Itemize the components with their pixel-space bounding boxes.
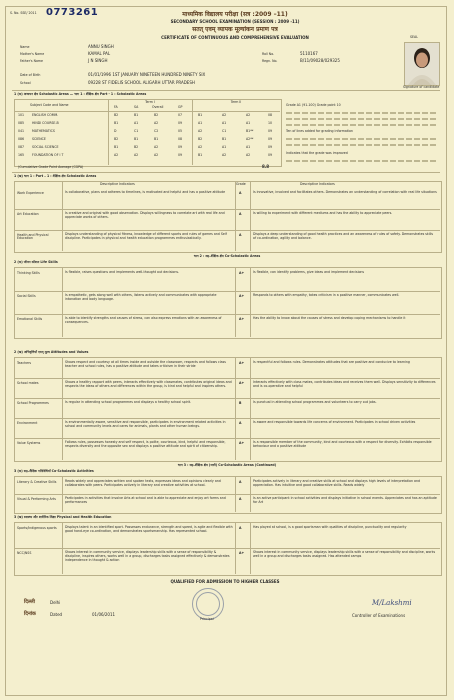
descriptor-grade: A	[239, 421, 242, 425]
descriptor-term2: Has played at school, is a good sportsman with qualities of discipline, punctuality and regularity	[253, 525, 407, 529]
roll-label: Roll No.	[262, 52, 275, 56]
mother-value: KAMAL PAL	[88, 51, 111, 56]
grade-cell: A2	[154, 121, 159, 125]
result-label: QUALIFIED FOR ADMISSION TO HIGHER CLASSES	[170, 579, 280, 584]
grade-cell: 09	[268, 153, 273, 157]
subject-code: 041	[18, 129, 25, 133]
subject-code: 165	[18, 153, 25, 157]
serial-number: 0773261	[46, 7, 99, 18]
descriptor-term1: Is empathetic, gets along well with others, listens actively and communicates with appropriate intonation and body language.	[65, 293, 217, 301]
regn-label: Regn. No.	[262, 59, 278, 63]
place-hindi: दिल्ली	[24, 599, 35, 605]
date-value: 01/06/2011	[92, 612, 116, 617]
roll-value: 5110167	[300, 51, 318, 56]
grade-cell: A2	[222, 113, 227, 117]
descriptor-term1: Is flexible, raises questions and implements well-thought out decisions.	[65, 270, 180, 274]
descriptor-term1: Is regular in attending school programmes and displays a healthy school spirit.	[65, 400, 192, 404]
subject-name: ENGLISH COMM.	[32, 113, 59, 117]
grade-note-3: Indicates that the grade was improved	[286, 151, 348, 155]
grade-cell: 09	[178, 145, 183, 149]
grade-cell: A2	[198, 145, 203, 149]
descriptor-term2: Shows interest in community service, displays leadership skills with a sense of responsibility and discipline, works well in a group and discharges tasks assigned. Has attended camps	[253, 550, 436, 558]
grade-cell: B1	[134, 137, 139, 141]
area-name: Visual & Performing Arts	[17, 497, 56, 501]
p1b-col-desc: Descriptive Indicators	[100, 182, 135, 186]
student-portrait	[405, 43, 439, 85]
grade-cell: B1	[222, 137, 227, 141]
name-label: Name	[20, 45, 30, 49]
grade-cell: 10	[268, 121, 273, 125]
school-value: 09228 ST FIDELIS SCHOOL ALIGARH UTTAR PRADESH	[88, 80, 195, 85]
part3-title: भाग 3 : सह–शैक्षिक क्षेत्र (जारी) Co-Scholastic Areas (Continued)	[177, 463, 277, 467]
area-name: Sports/Indigenous sports	[17, 526, 57, 530]
descriptor-term2: Responds to others with empathy, takes criticism in a positive manner, communicates well.	[253, 293, 400, 297]
grade-cell: B1	[198, 153, 203, 157]
grade-cell: A2	[154, 145, 159, 149]
descriptor-grade: A	[239, 233, 242, 237]
grade-cell: A1	[246, 121, 251, 125]
grade-cell: A2	[154, 153, 159, 157]
principal-label: Principal	[200, 617, 214, 621]
subject-name: SOCIAL SCIENCE	[32, 145, 59, 149]
area-name: NCC/NSS	[17, 551, 32, 555]
descriptor-term1: Displays talent in an identified sport. Possesses endurance, strength and speed, is agile and flexible with good hand-eye co-ordination, and demonstrates sportsmanship. Has represented school.	[65, 525, 233, 533]
area-name: Literary & Creative Skills	[17, 480, 57, 484]
title2-hindi: सतत् एवम् व्यापक मूल्यांकन प्रमाण पत्र	[192, 26, 278, 33]
title2-english: CERTIFICATE OF CONTINUOUS AND COMPREHENSIVE EVALUATION	[161, 35, 309, 40]
grade-cell: B2	[114, 113, 119, 117]
area-name: Health and Physical Education	[17, 233, 49, 241]
part1-title: 1 (क) अध्ययन क्षेत्र Scholastic Areas — भाग 1 : शैक्षिक क्षेत्र Part - 1 : Scholastic Areas	[14, 92, 147, 96]
col-sa: SA	[134, 105, 139, 109]
descriptor-grade: B	[239, 401, 242, 405]
photo-label: SEAL	[410, 35, 418, 39]
descriptor-term1: Is creative and original with good observation. Displays willingness to correlate art with real life and appreciate works of others.	[65, 211, 225, 219]
descriptor-term1: Participates in activities that involve Arts at school and is able to appreciate and enjoy art forms and performances	[65, 496, 226, 504]
descriptor-grade: A	[239, 480, 242, 484]
cgpa-label: (Cumulative Grade Point Average (CGPA)	[18, 165, 84, 169]
part1b-title: 1 (ख) भाग 1 : Part – 1 : शैक्षिक क्षेत्र Scholastic Areas	[14, 174, 97, 178]
grade-cell: 07	[178, 113, 183, 117]
descriptor-term2: Is aware and responsible towards life concerns of environment. Participates in school driven activities	[253, 420, 416, 424]
grade-cell: C2	[154, 129, 159, 133]
grade-cell: A2	[198, 129, 203, 133]
grade-cell: A1	[134, 121, 139, 125]
grade-cell: B1	[198, 113, 203, 117]
area-name: Value Systems	[17, 441, 41, 445]
serial-label: S. No. SSE/ 2011	[10, 11, 37, 15]
descriptor-grade: A	[239, 191, 242, 195]
grade-cell: 08	[268, 113, 273, 117]
cgpa-value: 8.8	[262, 164, 270, 169]
title-english: SECONDARY SCHOOL EXAMINATION (SESSION : 2009 -11)	[170, 19, 300, 24]
descriptor-grade: A	[239, 526, 242, 530]
descriptor-term1: Is collaborative, plans and adheres to timelines, is motivated and helpful and has a positive attitude	[65, 190, 226, 194]
descriptor-term2: Is an active participant in school activities and displays initiative in school events. Appreciates and has an aptitude for Art	[253, 496, 437, 504]
subject-name: SCIENCE	[32, 137, 46, 141]
grade-cell: B1	[134, 113, 139, 117]
grade-cell: A2	[246, 153, 251, 157]
area-name: Social Skills	[17, 294, 36, 298]
area-name: Teachers	[17, 361, 32, 365]
descriptor-term1: Is able to identify strengths and causes of stress, can also express emotions with an awareness of consequences.	[65, 316, 222, 324]
grade-note-1: Grade A1 (91-100) Grade point 10	[286, 103, 341, 107]
part3-sub2: 3 (ख) स्वास्थ्य और शारीरिक शिक्षा Physical and Health Education	[14, 515, 112, 519]
area-name: School Programmes	[17, 401, 49, 405]
descriptor-term2: Is punctual in attending school programmes and volunteers to carry out jobs.	[253, 400, 377, 404]
grade-cell: B2	[134, 145, 139, 149]
part3-sub: 3 (क) सह–शैक्षिक गतिविधियाँ Co-Scholastic Activities	[14, 469, 94, 473]
area-name: Thinking Skills	[17, 271, 40, 275]
grade-cell: A2**	[246, 137, 254, 141]
descriptor-term1: Reads widely and appreciates written and spoken texts, expresses ideas and opinions clearly and collaborates with peers. Participates actively in literary and creative activities at school.	[65, 479, 221, 487]
p1b-col-grade: Grade	[236, 182, 246, 186]
subject-name: HINDI COURSE-B	[32, 121, 59, 125]
descriptor-term1: Shows respect and courtesy at all times inside and outside the classroom, respects and follows class teacher and school rules, has a positive attitude and takes criticism in their stride	[65, 360, 226, 368]
descriptor-term2: Is respectful and follows rules. Demonstrates attitudes that are positive and conducive to learning	[253, 360, 410, 364]
grade-cell: A2	[246, 113, 251, 117]
grade-cell: A2	[222, 153, 227, 157]
descriptor-grade: A	[239, 497, 242, 501]
controller-label: Controller of Examinations	[352, 613, 406, 618]
date-hindi: दिनांक	[24, 611, 36, 617]
descriptor-grade: A+	[239, 381, 245, 385]
grade-cell: A2	[114, 153, 119, 157]
grade-cell: B2	[198, 137, 203, 141]
life-skills-table	[14, 267, 442, 339]
subject-code: 085	[18, 121, 25, 125]
grade-cell: B2	[114, 137, 119, 141]
descriptor-grade: A+	[239, 551, 245, 555]
part2b-title: 2 (ख) अभिवृत्तियाँ एवम् मूल्य Attitudes and Values	[14, 350, 89, 354]
descriptor-term2: Displays a deep understanding of good health practices and an awareness of rules of safety. Demonstrates skills of co-ordination, agility and balance.	[253, 232, 434, 240]
descriptor-term2: Has the ability to know about the causes of stress and develop coping mechanisms to handle it	[253, 316, 406, 320]
school-label: School	[20, 81, 31, 85]
grade-cell: A1	[222, 145, 227, 149]
date-label: Dated	[50, 612, 63, 617]
grade-cell: B2	[154, 113, 159, 117]
descriptor-term2: Is willing to experiment with different mediums and has the ability to appreciate peers.	[253, 211, 393, 215]
descriptor-term2: Participates actively in literary and creative skills at school and displays high levels of interpretation and appreciation. Has intuitive and good collaborative skills. Reads widely	[253, 479, 420, 487]
grade-cell: A1	[198, 121, 203, 125]
col-term1: Term I	[145, 100, 155, 104]
descriptor-grade: A	[239, 212, 242, 216]
grade-cell: A1	[246, 145, 251, 149]
area-name: Emotional Skills	[17, 317, 43, 321]
p1b-col-desc-2: Descriptive Indicators	[300, 182, 335, 186]
grade-cell: C1	[222, 129, 227, 133]
descriptor-term2: Is a responsible member of the community, kind and courteous with a respect for diversity. Exhibits responsible behaviour and a positive attitude	[253, 440, 432, 448]
descriptor-term1: Displays understanding of physical fitness, knowledge of different sports and rules of games and Self discipline. Participates in physical and health education programmes enthusiastically.	[65, 232, 227, 240]
descriptor-grade: A+	[239, 441, 245, 445]
father-label: Father's Name	[20, 59, 43, 63]
part2-sub: 2 (क) जीवन कौशल Life Skills	[14, 260, 58, 264]
grade-cell: A1	[222, 121, 227, 125]
photo-caption: Signature of candidate	[403, 85, 440, 89]
grade-cell: B1**	[246, 129, 254, 133]
area-name: School mates	[17, 381, 39, 385]
subject-code: 086	[18, 137, 25, 141]
controller-signature: M/Lakshmi	[372, 599, 412, 607]
descriptor-term1: Shows interest in community service, displays leadership skills with a sense of responsibility & discipline, inspires others, works well in a group, discharges tasks assigned effectively & demonstrates independence in thought & action	[65, 550, 230, 562]
grade-cell: 09	[268, 137, 273, 141]
descriptor-grade: A+	[239, 271, 245, 275]
grade-cell: D	[114, 129, 117, 133]
subject-code: 087	[18, 145, 25, 149]
name-value: ANNU SINGH	[88, 44, 114, 49]
grade-cell: 08	[178, 137, 183, 141]
grade-cell: 09	[178, 153, 183, 157]
regn-value: B/11/09028/029325	[300, 58, 340, 63]
title-hindi: माध्यमिक विद्यालय परीक्षा (सत्र :2009 –11)	[182, 11, 288, 18]
descriptor-term2: Is innovative, involved and facilitates others. Demonstrates an understanding of correlation with real life situations	[253, 190, 437, 194]
grade-cell: B1	[154, 137, 159, 141]
place-label: Delhi	[50, 600, 61, 605]
subject-name: FOUNDATION OF I T	[32, 153, 64, 157]
father-value: J N SINGH	[88, 58, 108, 63]
subject-name: MATHEMATICS	[32, 129, 55, 133]
grade-cell: A2	[134, 153, 139, 157]
descriptor-grade: A+	[239, 294, 245, 298]
grade-cell: 09	[178, 121, 183, 125]
school-seal-inner	[196, 592, 220, 616]
col-fa: FA	[114, 105, 118, 109]
dob-value: 01/01/1996 1ST JANUARY NINETEEN HUNDRED NINETY SIX	[88, 72, 206, 77]
col-overall: Overall	[152, 105, 164, 109]
grade-cell: 05	[178, 129, 183, 133]
col-gp: GP	[178, 105, 183, 109]
descriptor-term1: Is environmentally aware, sensitive and responsible, participates in environment related activities in school and community levels and cares for animals, plants and other human beings.	[65, 420, 226, 428]
mother-label: Mother's Name	[20, 52, 45, 56]
grade-cell: 09	[268, 129, 273, 133]
descriptor-grade: A+	[239, 317, 245, 321]
grade-cell: B1	[114, 121, 119, 125]
subject-code: 101	[18, 113, 25, 117]
part2-title: भाग 2 : सह–शैक्षिक क्षेत्र Co-Scholastic Areas	[193, 254, 261, 258]
col-subject: Subject Code and Name	[30, 103, 69, 107]
descriptor-term2: Interacts effectively with class mates, contributes ideas and receives them well. Displays sensitivity to differences and is co-operative and helpful	[253, 380, 436, 388]
grade-cell: C1	[134, 129, 139, 133]
descriptor-term2: Is flexible, can identify problems, give ideas and implement decisions	[253, 270, 365, 274]
grade-note-2: Ten of lines added for grading information	[286, 129, 353, 133]
grade-cell: 09	[268, 145, 273, 149]
grade-cell: B1	[114, 145, 119, 149]
dob-label: Date of Birth	[20, 73, 41, 77]
descriptor-term1: Shows a healthy rapport with peers, interacts effectively with classmates, contributes original ideas and respects the ideas of others and differences within the group, is kind and helpful and inspires others.	[65, 380, 232, 388]
area-name: Environment	[17, 421, 38, 425]
student-photo	[404, 42, 440, 86]
area-name: Work Experience	[17, 191, 44, 195]
descriptor-grade: A+	[239, 361, 245, 365]
area-name: Art Education	[17, 212, 39, 216]
col-term2: Term II	[230, 100, 242, 104]
descriptor-term1: Follows rules, possesses honesty and self respect, is polite, courteous, kind, helpful and responsible, respects diversity and the opposite sex and displays a positive attitude and spirit of citizenship.	[65, 440, 226, 448]
